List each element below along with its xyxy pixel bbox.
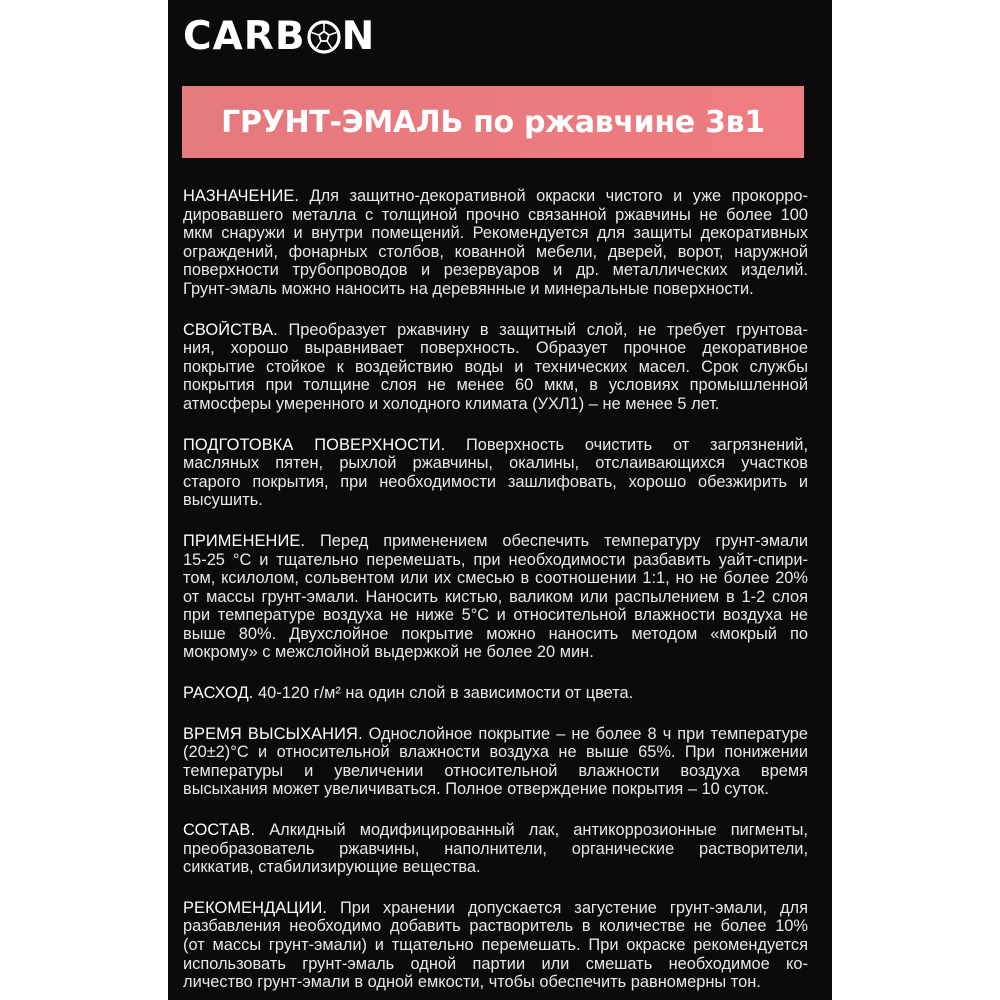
line-text: атмосферы умеренного и холодного климата (УХЛ1) – не менее 5 лет.	[183, 394, 720, 413]
line-text: высушить.	[183, 491, 263, 510]
line-text: Алкидный модифицированный лак, антикоррозионные пигменты,	[255, 821, 808, 840]
line-text: том, ксилолом, сольвентом или их смесью в соотношении 1:1, но не более 20%	[183, 569, 808, 588]
section	[183, 821, 808, 877]
line-text: личество грунт-эмали в одной емкости, чтобы обеспечить равномерны тон.	[183, 973, 761, 992]
line-text: Перед применением обеспечить температуру грунт-эмали	[305, 531, 808, 550]
text-line	[183, 840, 808, 859]
line-text: использовать грунт-эмаль одной партии или смешать необходимое ко-	[183, 954, 808, 973]
section-heading: ПОДГОТОВКА ПОВЕРХНОСТИ.	[183, 435, 446, 454]
line-text: сиккатив, стабилизирующие вещества.	[183, 858, 481, 877]
text-line	[183, 588, 808, 607]
line-text: старого покрытия, при необходимости зашлифовать, хорошо обезжирить и	[183, 472, 808, 491]
section-heading: СОСТАВ.	[183, 821, 256, 840]
section-heading: РЕКОМЕНДАЦИИ.	[183, 898, 327, 917]
text-line	[183, 936, 808, 955]
text-line	[183, 187, 808, 206]
section	[183, 436, 808, 510]
logo-text-right: N	[341, 14, 376, 59]
text-line	[183, 491, 808, 510]
text-line	[183, 973, 808, 992]
text-line	[183, 743, 808, 762]
line-text: покрытие стойкое к воздействию воды и технических масел. Срок службы	[183, 357, 808, 376]
section	[183, 684, 808, 703]
label-panel	[168, 0, 832, 1000]
text-line	[183, 762, 808, 781]
text-line	[183, 780, 808, 799]
brand-logo	[183, 14, 375, 60]
line-text: Поверхность очистить от загрязнений,	[445, 435, 808, 454]
text-line	[183, 261, 808, 280]
text-line	[183, 917, 808, 936]
section	[183, 321, 808, 414]
section	[183, 899, 808, 992]
text-line	[183, 899, 808, 918]
section-heading: РАСХОД.	[183, 684, 254, 703]
text-line	[183, 551, 808, 570]
text-line	[183, 436, 808, 455]
section	[183, 725, 808, 799]
line-text: 15-25 °С и тщательно перемешать, при необходимости разбавить уайт-спири-	[183, 550, 808, 569]
section-heading: СВОЙСТВА.	[183, 320, 278, 339]
line-text: от массы грунт-эмали. Наносить кистью, валиком или распылением в 1-2 слоя	[183, 587, 808, 606]
title-banner	[182, 86, 804, 158]
line-text: При хранении допускается загустение грунт-эмали, для	[326, 898, 808, 917]
line-text: преобразователь ржавчины, наполнители, органические растворители,	[183, 839, 808, 858]
text-line	[183, 821, 808, 840]
text-line	[183, 473, 808, 492]
text-line	[183, 643, 808, 662]
line-text: ограждений, фонарных столбов, кованной мебели, дверей, ворот, наружной	[183, 242, 808, 261]
section-heading: НАЗНАЧЕНИЕ.	[183, 187, 300, 205]
line-text: дировавшего металла с толщиной прочно связанной ржавчины не более 100	[183, 205, 808, 224]
soccer-ball-icon	[307, 20, 341, 54]
line-text: мкм снаружи и внутри помещений. Рекомендуется для защиты декоративных	[183, 224, 808, 243]
text-line	[183, 858, 808, 877]
line-text: Однослойное покрытие – не более 8 ч при температуре	[362, 724, 808, 743]
line-text: высыхания может увеличиваться. Полное отверждение покрытия – 10 суток.	[183, 780, 769, 799]
text-line	[183, 725, 808, 744]
text-line	[183, 224, 808, 243]
line-text: Грунт-эмаль можно наносить на деревянные и минеральные поверхности.	[183, 279, 754, 298]
text-line	[183, 955, 808, 974]
text-line	[183, 280, 808, 299]
line-text: температуры и увеличении относительной влажности воздуха время	[183, 761, 808, 780]
instructions-body	[183, 187, 808, 1000]
section	[183, 187, 808, 299]
text-line	[183, 532, 808, 551]
section	[183, 532, 808, 662]
text-line	[183, 606, 808, 625]
line-text: поверхности трубопроводов и резервуаров и др. металлических изделий.	[183, 261, 808, 280]
line-text: 40-120 г/м² на один слой в зависимости от цвета.	[253, 684, 634, 703]
line-text: ния, хорошо выравнивает поверхность. Образует прочное декоративное	[183, 339, 808, 358]
text-line	[183, 625, 808, 644]
line-text: Преобразует ржавчину в защитный слой, не требует грунтова-	[277, 320, 808, 339]
text-line	[183, 454, 808, 473]
text-line	[183, 339, 808, 358]
line-text: выше 80%. Двухслойное покрытие можно наносить методом «мокрый по	[183, 624, 808, 643]
line-text: масляных пятен, рыхлой ржавчины, окалины, отслаивающихся участков	[183, 454, 808, 473]
line-text: (от массы грунт-эмали) и тщательно перемешать. При окраске рекомендуется	[183, 936, 808, 954]
text-line	[183, 569, 808, 588]
text-line	[183, 358, 808, 377]
section-heading: ВРЕМЯ ВЫСЫХАНИЯ.	[183, 724, 363, 743]
text-line	[183, 321, 808, 340]
line-text: (20±2)°С и относительной влажности воздуха не выше 65%. При понижении	[183, 743, 808, 762]
section-heading: ПРИМЕНЕНИЕ.	[183, 531, 306, 550]
text-line	[183, 376, 808, 395]
line-text: покрытия при толщине слоя не менее 60 мкм, в условиях промышленной	[183, 376, 808, 395]
line-text: мокрому» с межслойной выдержкой не более 20 мин.	[183, 643, 594, 662]
text-line	[183, 206, 808, 225]
text-line	[183, 684, 808, 703]
line-text: разбавления необходимо добавить растворитель в количестве не более 10%	[183, 917, 808, 936]
logo-text-left: CARB	[183, 14, 306, 59]
text-line	[183, 395, 808, 414]
line-text: Для защитно-декоративной окраски чистого и уже прокорро-	[299, 187, 808, 205]
text-line	[183, 243, 808, 262]
line-text: при температуре воздуха не ниже 5°С и относительной влажности воздуха не	[183, 606, 808, 625]
product-title: ГРУНТ-ЭМАЛЬ по ржавчине 3в1	[221, 104, 765, 140]
